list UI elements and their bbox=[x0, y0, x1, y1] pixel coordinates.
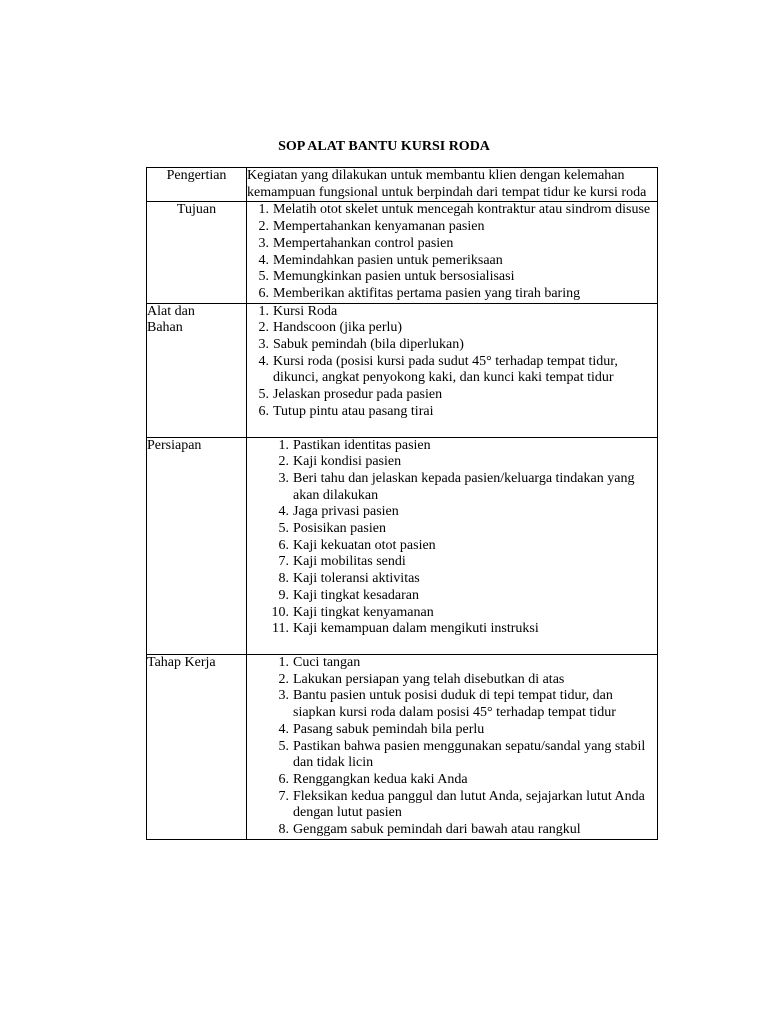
list-item: 8. Kaji toleransi aktivitas bbox=[278, 571, 420, 587]
list-item: 2. Lakukan persiapan yang telah disebutkan di atas bbox=[278, 671, 565, 687]
document-title: SOP ALAT BANTU KURSI RODA bbox=[278, 139, 490, 154]
list-item: 8. Genggam sabuk pemindah dari bawah atau rangkul bbox=[278, 822, 581, 838]
alat-list bbox=[247, 304, 657, 421]
list-item: 4. Kursi roda (posisi kursi pada sudut 45° terhadap tempat tidur, dikunci, angkat penyokong kaki, dan kunci kaki tempat tidur bbox=[258, 353, 618, 386]
list-item: 4. Jaga privasi pasien bbox=[278, 504, 399, 520]
list-item: 2. Mempertahankan kenyamanan pasien bbox=[258, 219, 485, 235]
list-item: 1. Melatih otot skelet untuk mencegah kontraktur atau sindrom disuse bbox=[258, 202, 651, 218]
row-tujuan bbox=[147, 202, 658, 303]
label-pengertian: Pengertian bbox=[147, 168, 247, 202]
label-persiapan: Persiapan bbox=[147, 437, 247, 654]
list-item: 4. Pasang sabuk pemindah bila perlu bbox=[278, 721, 485, 737]
list-item: 5. Posisikan pasien bbox=[278, 521, 386, 537]
list-item: 6. Tutup pintu atau pasang tirai bbox=[258, 403, 434, 419]
row-pengertian bbox=[147, 168, 658, 202]
list-item: 3. Mempertahankan control pasien bbox=[258, 235, 454, 251]
list-item: 9. Kaji tingkat kesadaran bbox=[278, 587, 419, 603]
label-tahap-kerja: Tahap Kerja bbox=[147, 654, 247, 839]
pengertian-text: Kegiatan yang dilakukan untuk membantu klien dengan kelemahan kemampuan fungsional untuk berpindah dari tempat tidur ke kursi roda bbox=[247, 168, 658, 202]
tahap-kerja-list bbox=[247, 655, 657, 839]
list-item: 3. Bantu pasien untuk posisi duduk di tepi tempat tidur, dan siapkan kursi roda dalam posisi 45° terhadap tempat tidur bbox=[278, 688, 616, 721]
list-item: 5. Memungkinkan pasien untuk bersosialisasi bbox=[258, 269, 515, 285]
list-item: 1. Cuci tangan bbox=[278, 654, 361, 670]
row-persiapan bbox=[147, 437, 658, 654]
list-item: 7. Kaji mobilitas sendi bbox=[278, 554, 406, 570]
label-alat-bahan: Alat dan Bahan bbox=[147, 303, 247, 437]
row-alat-bahan bbox=[147, 303, 658, 437]
row-tahap-kerja bbox=[147, 654, 658, 839]
tujuan-list bbox=[247, 202, 657, 302]
list-item: 5. Jelaskan prosedur pada pasien bbox=[258, 387, 443, 403]
list-item: 1. Pastikan identitas pasien bbox=[278, 437, 431, 453]
list-item: 6. Renggangkan kedua kaki Anda bbox=[278, 771, 468, 787]
list-item: 7. Fleksikan kedua panggul dan lutut Anda, sejajarkan lutut Anda dengan lutut pasien bbox=[278, 788, 645, 821]
list-item: 3. Sabuk pemindah (bila diperlukan) bbox=[258, 337, 464, 353]
list-item: 1. Kursi Roda bbox=[258, 303, 338, 319]
list-item: 2. Kaji kondisi pasien bbox=[278, 454, 402, 470]
list-item: 5. Pastikan bahwa pasien menggunakan sepatu/sandal yang stabil dan tidak licin bbox=[278, 738, 646, 771]
list-item: 4. Memindahkan pasien untuk pemeriksaan bbox=[258, 252, 503, 268]
sop-table bbox=[146, 167, 658, 840]
list-item: 11. Kaji kemampuan dalam mengikuti instruksi bbox=[272, 621, 539, 637]
list-item: 10. Kaji tingkat kenyamanan bbox=[271, 604, 434, 620]
persiapan-list bbox=[247, 438, 657, 638]
label-tujuan: Tujuan bbox=[147, 202, 247, 303]
list-item: 6. Kaji kekuatan otot pasien bbox=[278, 537, 436, 553]
list-item: 2. Handscoon (jika perlu) bbox=[258, 320, 403, 336]
list-item: 6. Memberikan aktifitas pertama pasien yang tirah baring bbox=[258, 285, 581, 301]
list-item: 3. Beri tahu dan jelaskan kepada pasien/keluarga tindakan yang akan dilakukan bbox=[278, 470, 635, 503]
